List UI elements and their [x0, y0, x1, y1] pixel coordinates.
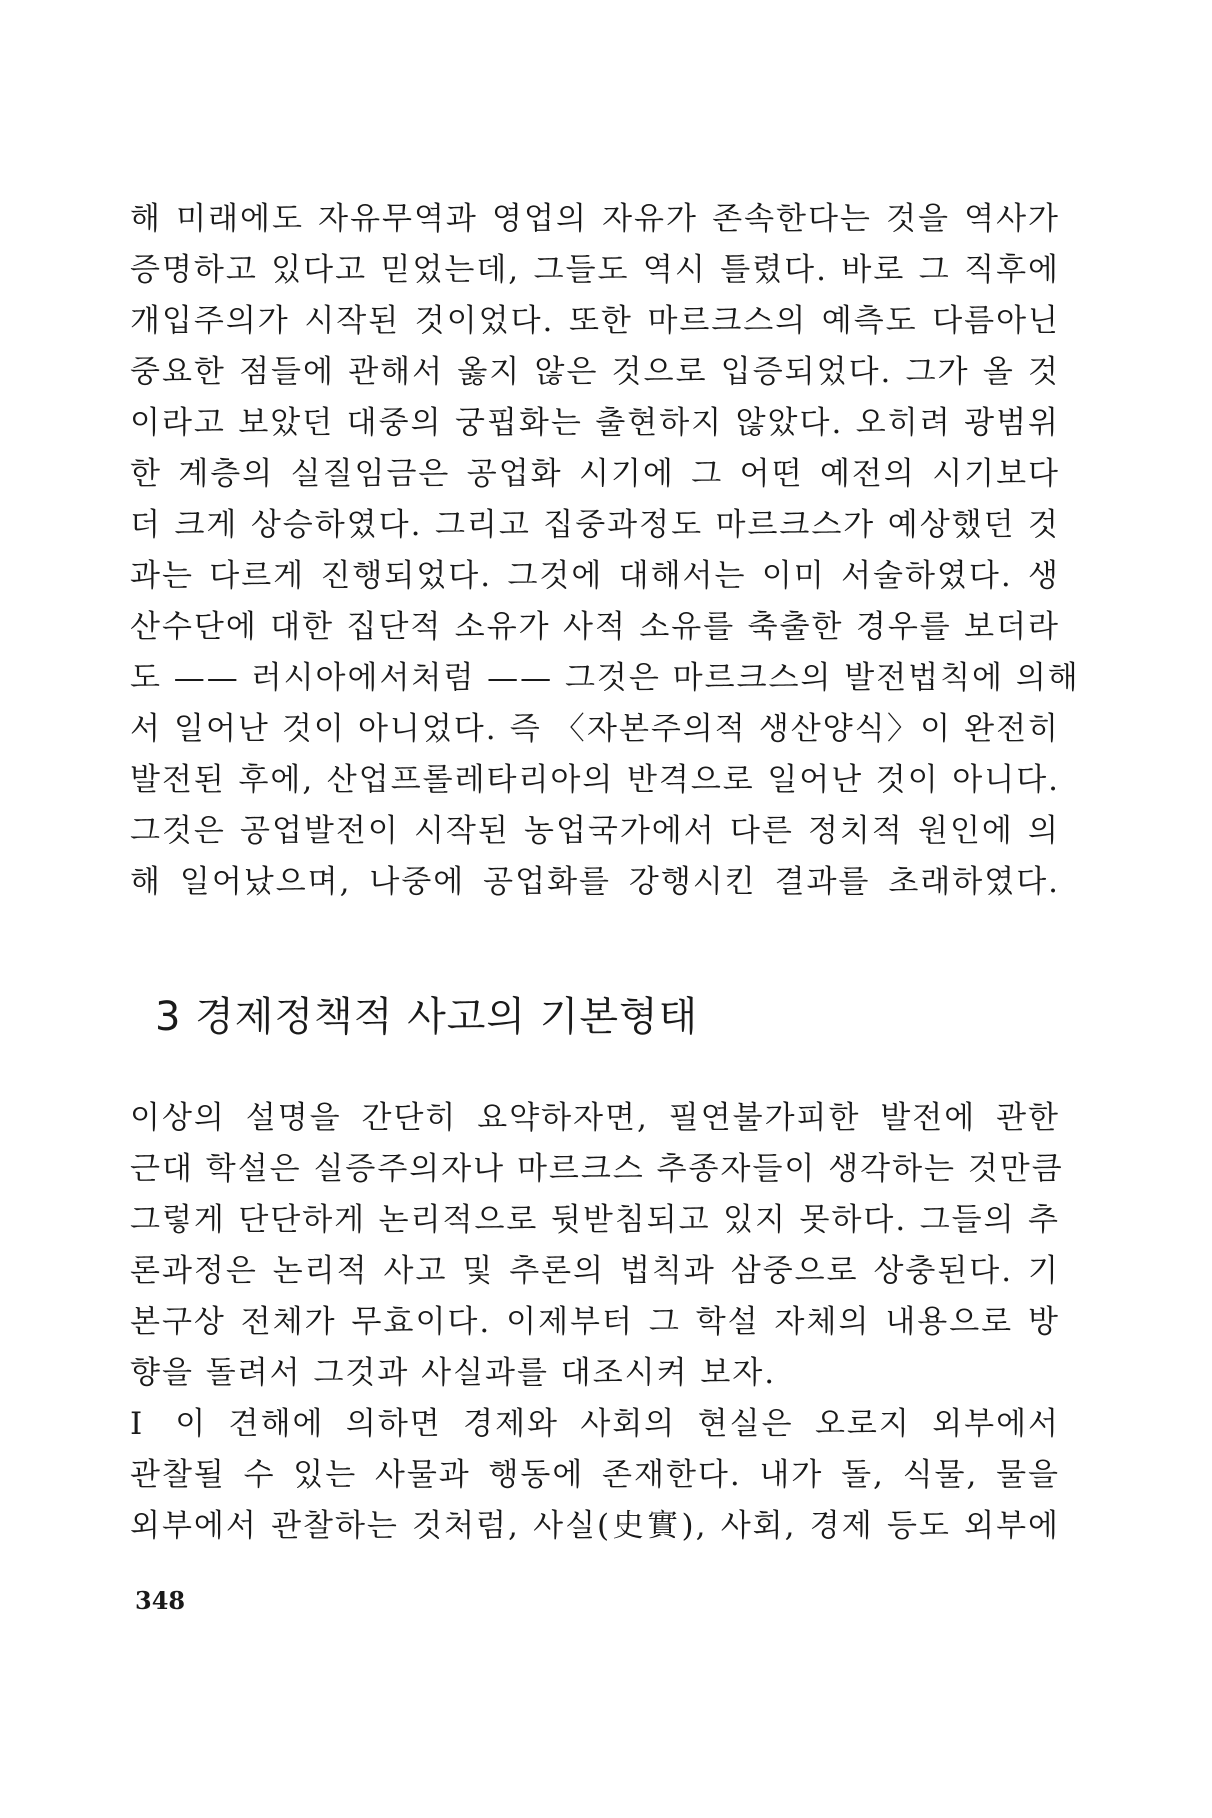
text-line: 개입주의가 시작된 것이었다. 또한 마르크스의 예측도 다름아닌	[130, 303, 1060, 339]
text-line: 과는 다르게 진행되었다. 그것에 대해서는 이미 서술하였다. 생	[130, 558, 1060, 594]
text-line: 더 크게 상승하였다. 그리고 집중과정도 마르크스가 예상했던 것	[130, 507, 1060, 543]
text-line: 도 —— 러시아에서처럼 —— 그것은 마르크스의 발전법칙에 의해	[130, 660, 1080, 696]
text-line: 한 계층의 실질임금은 공업화 시기에 그 어떤 예전의 시기보다	[130, 456, 1060, 492]
text-line: 해 일어났으며, 나중에 공업화를 강행시킨 결과를 초래하였다.	[130, 864, 1060, 900]
page-number: 348	[135, 1586, 186, 1615]
paragraph-1	[130, 194, 1080, 908]
text-line: 관찰될 수 있는 사물과 행동에 존재한다. 내가 돌, 식물, 물을	[130, 1457, 1060, 1493]
text-line: 본구상 전체가 무효이다. 이제부터 그 학설 자체의 내용으로 방	[130, 1304, 1060, 1340]
text-line: 발전된 후에, 산업프롤레타리아의 반격으로 일어난 것이 아니다.	[130, 762, 1060, 798]
text-line: 그것은 공업발전이 시작된 농업국가에서 다른 정치적 원인에 의	[130, 813, 1060, 849]
text-line: 이라고 보았던 대중의 궁핍화는 출현하지 않았다. 오히려 광범위	[130, 405, 1060, 441]
text-line: 그렇게 단단하게 논리적으로 뒷받침되고 있지 못하다. 그들의 추	[130, 1202, 1060, 1238]
text-line: 외부에서 관찰하는 것처럼, 사실(史實), 사회, 경제 등도 외부에	[130, 1508, 1060, 1544]
paragraph-2	[130, 1093, 1064, 1552]
text-line: 증명하고 있다고 믿었는데, 그들도 역시 틀렸다. 바로 그 직후에	[130, 252, 1060, 288]
text-line: 향을 돌려서 그것과 사실과를 대조시켜 보자.	[130, 1355, 777, 1391]
text-line: 근대 학설은 실증주의자나 마르크스 추종자들이 생각하는 것만큼	[130, 1151, 1064, 1187]
text-line: 중요한 점들에 관해서 옳지 않은 것으로 입증되었다. 그가 올 것	[130, 354, 1060, 390]
section-heading: 3 경제정책적 사고의 기본형태	[155, 994, 699, 1040]
text-line: 해 미래에도 자유무역과 영업의 자유가 존속한다는 것을 역사가	[130, 201, 1060, 237]
text-line: Ⅰ 이 견해에 의하면 경제와 사회의 현실은 오로지 외부에서	[130, 1406, 1060, 1442]
text-line: 산수단에 대한 집단적 소유가 사적 소유를 축출한 경우를 보더라	[130, 609, 1060, 645]
text-line: 론과정은 논리적 사고 및 추론의 법칙과 삼중으로 상충된다. 기	[130, 1253, 1060, 1289]
text-line: 이상의 설명을 간단히 요약하자면, 필연불가피한 발전에 관한	[130, 1100, 1060, 1136]
text-line: 서 일어난 것이 아니었다. 즉 〈자본주의적 생산양식〉이 완전히	[130, 711, 1060, 747]
